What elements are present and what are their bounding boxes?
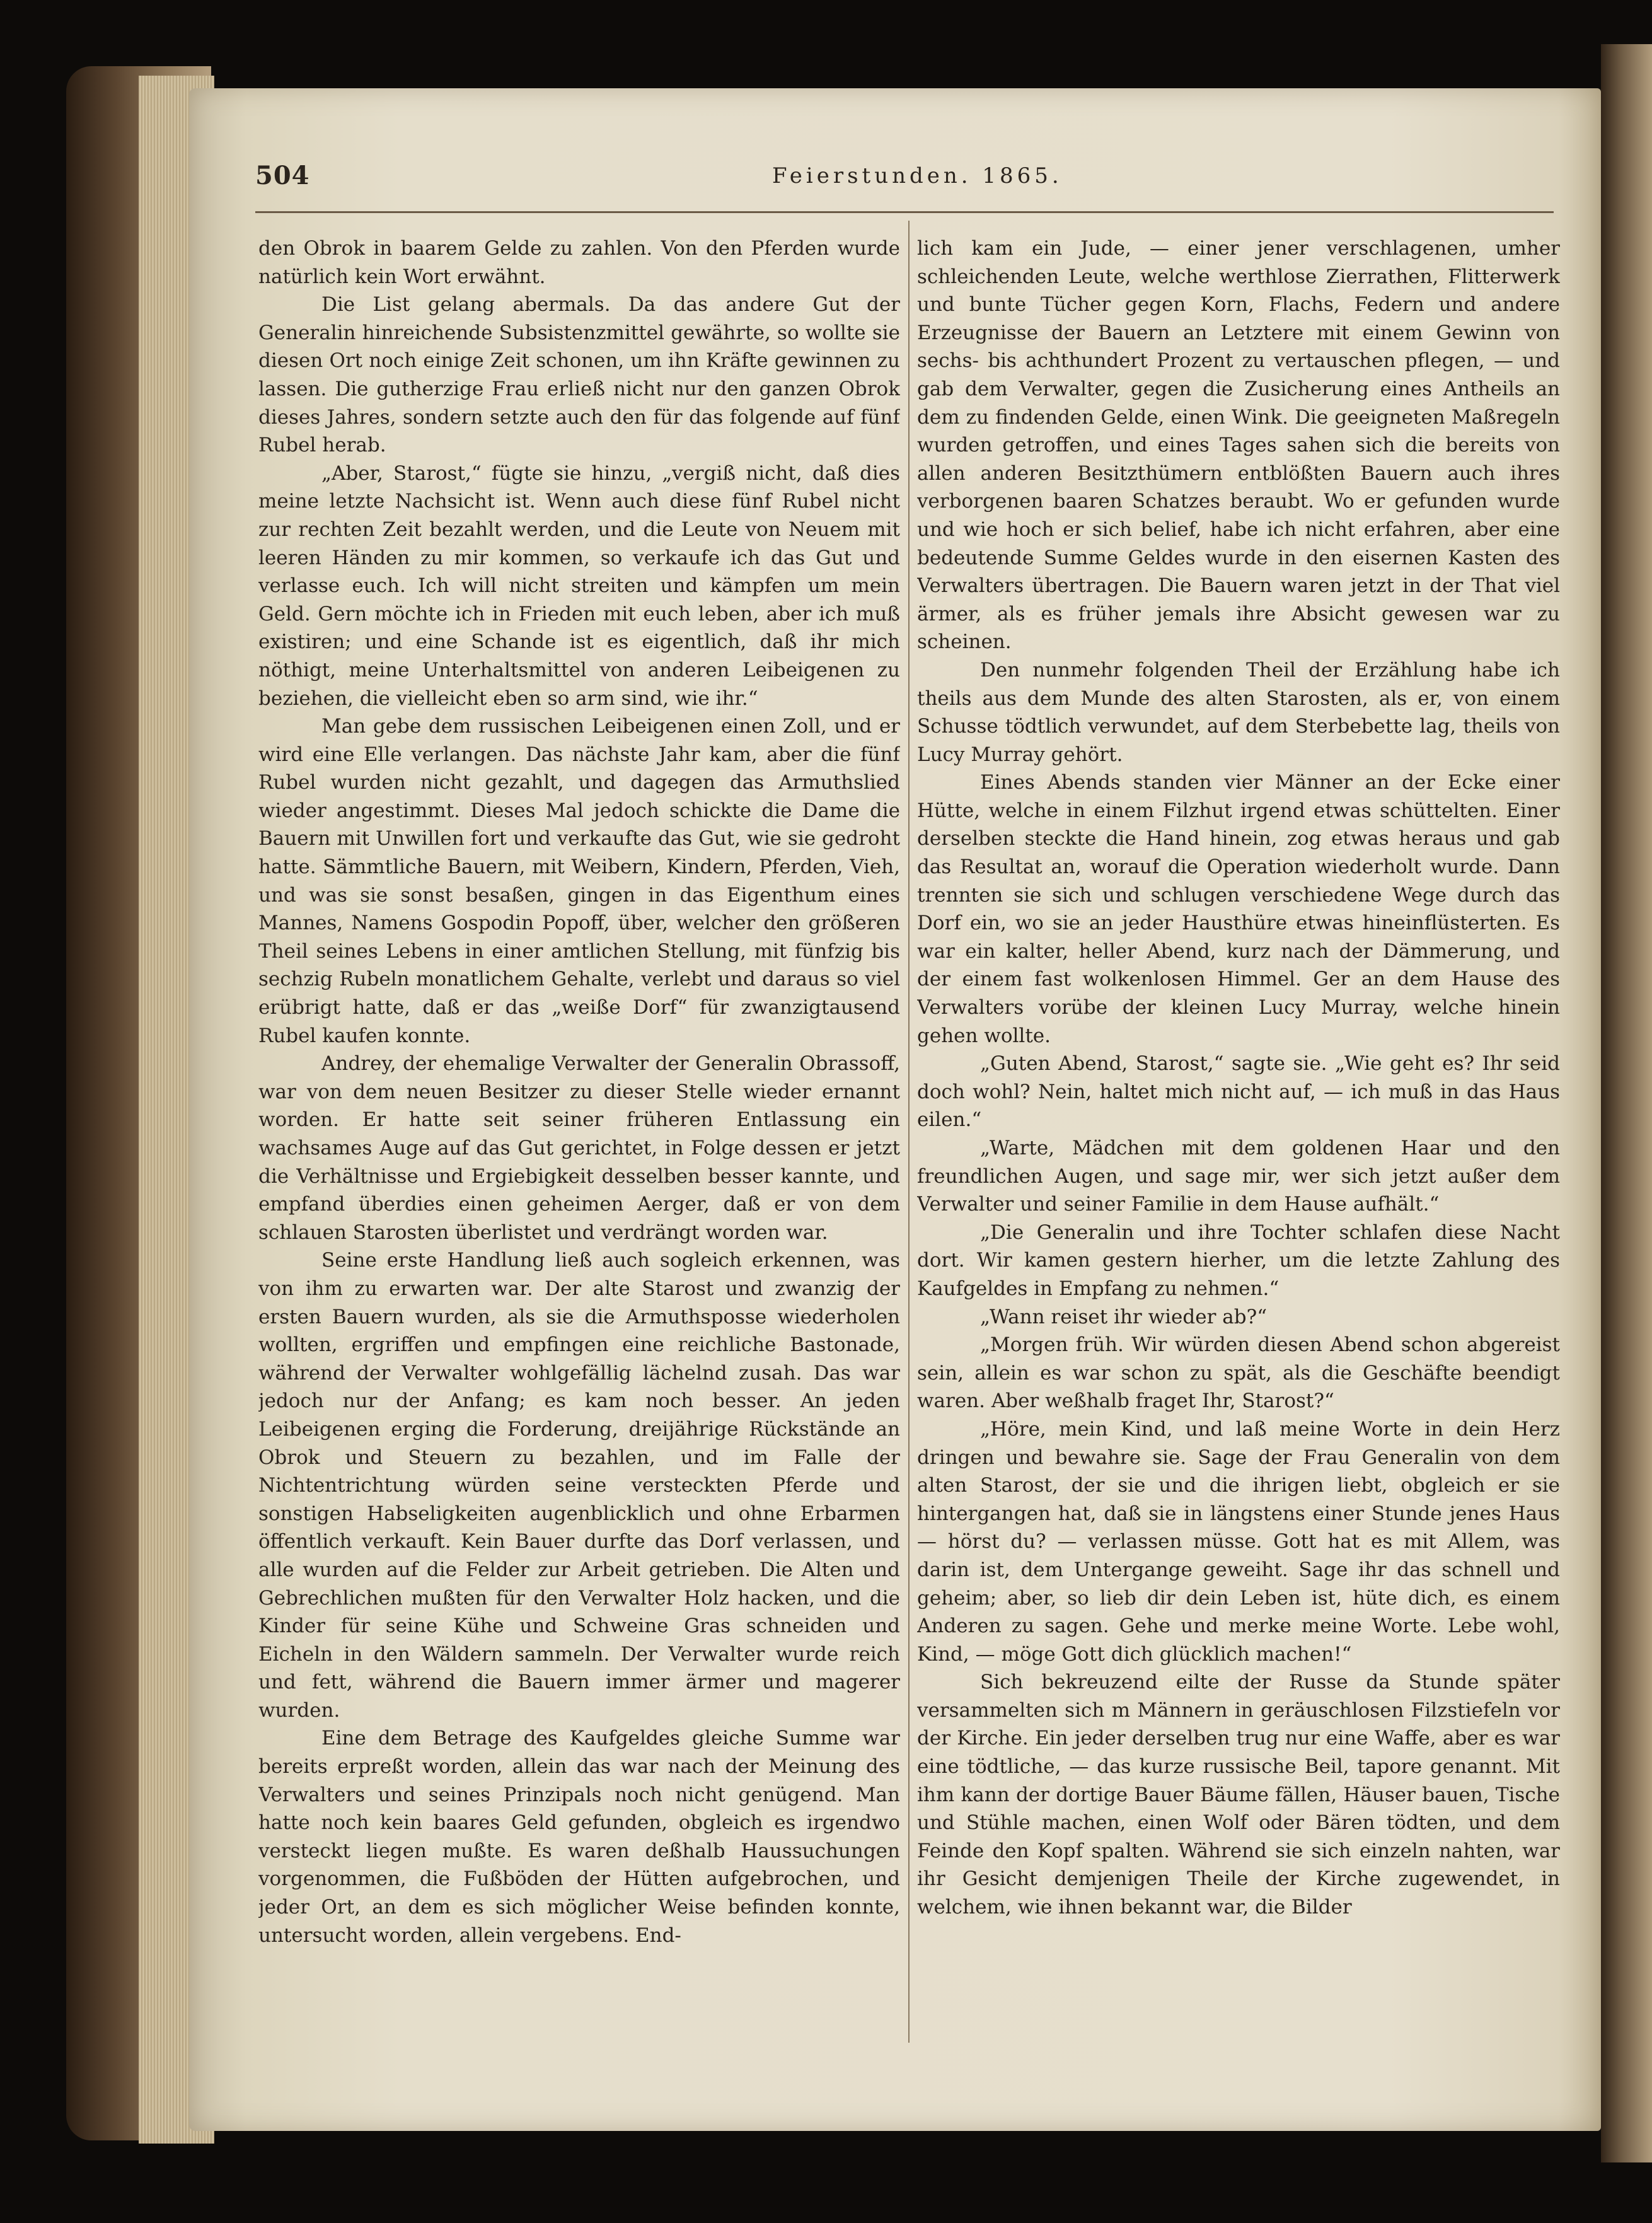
paragraph: Die List gelang abermals. Da das andere Gut der Generalin hinreichende Subsistenzmittel gewährte, so wollte sie diesen Ort noch einige Zeit schonen, um ihn Kräfte gewinnen zu lassen. Die gutherzige Frau erließ nicht nur den ganzen Obrok dieses Jahres, sondern setzte auch den für das folgende auf fünf Rubel herab. — [258, 293, 900, 457]
paragraph: den Obrok in baarem Gelde zu zahlen. Von den Pferden wurde natürlich kein Wort erwähnt. — [258, 237, 900, 288]
page-number: 504 — [255, 161, 310, 190]
paragraph: Seine erste Handlung ließ auch sogleich erkennen, was von ihm zu erwarten war. Der alte Starost und zwanzig der ersten Bauern wurden, als sie die Armuthspossе wiederholen wollten, ergriffen und empfingen eine reichliche Bastonade, während der Verwalter wohlgefällig lächelnd zusah. Das war jedoch nur der Anfang; es kam noch besser. An jeden Leibeigenen erging die Forderung, dreijährige Rückstände an Obrok und Steuern zu bezahlen, und im Falle der Nichtentrichtung würden seine versteckten Pferde und sonstigen Habseligkeiten augenblicklich und ohne Erbarmen öffentlich verkauft. Kein Bauer durfte das Dorf verlassen, und alle wurden auf die Felder zur Arbeit getrieben. Die Alten und Gebrechlichen mußten für den Verwalter Holz hacken, und die Kinder für seine Kühe und Schweine Gras schneiden und Eicheln in den Wäldern sammeln. Der Verwalter wurde reich und fett, während die Bauern immer ärmer und magerer wurden. — [258, 1249, 900, 1722]
paragraph: „Aber, Starost,“ fügte sie hinzu, „vergiß nicht, daß dies meine letzte Nachsicht ist. Wenn auch diese fünf Rubel nicht zur rechten Zeit bezahlt werden, und die Leute von Neuem mit leeren Händen zu mir kommen, so verkaufe ich das Gut und verlasse euch. Ich will nicht streiten und kämpfen um mein Geld. Gern möchte ich in Frieden mit euch leben, aber ich muß existiren; und eine Schande ist es eigentlich, daß ihr mich nöthigt, meine Unterhaltsmittel von anderen Leibeigenen zu beziehen, die vielleicht eben so arm sind, wie ihr.“ — [258, 461, 900, 710]
facing-page-edge — [1601, 44, 1652, 2162]
paragraph: „Warte, Mädchen mit dem goldenen Haar und den freundlichen Augen, und sage mir, wer sich jetzt außer dem Verwalter und seiner Familie in dem Hause aufhält.“ — [917, 1137, 1560, 1216]
paragraph: Man gebe dem russischen Leibeigenen einen Zoll, und er wird eine Elle verlangen. Das nächste Jahr kam, aber die fünf Rubel wurden nicht gezahlt, und dagegen das Armuthslied wieder angestimmt. Dieses Mal jedoch schickte die Dame die Bauern mit Unwillen fort und verkaufte das Gut, wie sie gedroht hatte. Sämmtliche Bauern, mit Weibern, Kindern, Pferden, Vieh, und was sie sonst besaßen, gingen in das Eigenthum eines Mannes, Namens Gospodin Popoff, über, welcher den größeren Theil seines Lebens in einer amtlichen Stellung, mit fünfzig bis sechzig Rubeln monatlichem Gehalte, verlebt und daraus so viel erübrigt hatte, daß er das „weiße Dorf“ für zwanzigtausend Rubel kaufen konnte. — [258, 715, 900, 1047]
column-divider — [908, 221, 910, 2043]
paragraph: lich kam ein Jude, — einer jener verschlagenen, umher schleichenden Leute, welche werthlose Zierrathen, Flitterwerk und bunte Tücher gegen Korn, Flachs, Federn und andere Erzeugnisse der Bauern an Letztere mit einem Gewinn von sechs- bis achthundert Prozent zu vertauschen pflegen, — und gab dem Verwalter, gegen die Zusicherung eines Antheils an dem zu findenden Gelde, einen Wink. Die geeigneten Maßregeln wurden getroffen, und eines Tages sahen sich die bereits von allen anderen Besitzthümern entblößten Bauern auch ihres verborgenen baaren Schatzes beraubt. Wo er gefunden wurde und wie hoch er sich belief, habe ich nicht erfahren, aber eine bedeutende Summe Geldes wurde in den eisernen Kasten des Verwalters übertragen. Die Bauern waren jetzt in der That viel ärmer, als es früher jemals ihre Absicht gewesen war zu scheinen. — [917, 237, 1560, 654]
paragraph: „Wann reiset ihr wieder ab?“ — [980, 1305, 1268, 1328]
paragraph: „Morgen früh. Wir würden diesen Abend schon abgereist sein, allein es war schon zu spät, als die Geschäfte beendigt waren. Aber weßhalb fraget Ihr, Starost?“ — [917, 1333, 1560, 1413]
page-header — [255, 161, 1068, 199]
right-column — [917, 235, 1560, 2038]
paragraph: Sich bekreuzend eilte der Russe da Stunde später versammelten sich m Männern in geräuschlosen Filzstiefeln vor der Kirche. Ein jeder derselben trug nur eine Waffe, aber es war eine tödtliche, — das kurze russische Beil, tapore genannt. Mit ihm kann der dortige Bauer Bäume fällen, Häuser bauen, Tische und Stühle machen, einen Wolf oder Bären tödten, und dem Feinde den Kopf spalten. Während sie sich einzeln nahten, war ihr Gesicht demjenigen Theile der Kirche zugewendet, in welchem, wie ihnen bekannt war, die Bilder — [917, 1671, 1560, 1919]
paragraph: Den nunmehr folgenden Theil der Erzählung habe ich theils aus dem Munde des alten Starosten, als er, von einem Schusse tödtlich verwundet, auf dem Sterbebette lag, theils von Lucy Murray gehört. — [917, 658, 1560, 766]
running-title: Feierstunden. 1865. — [772, 163, 1063, 189]
paragraph: Andrey, der ehemalige Verwalter der Generalin Obrassoff, war von dem neuen Besitzer zu dieser Stelle wieder ernannt worden. Er hatte seit seiner früheren Entlassung ein wachsames Auge auf das Gut gerichtet, in Folge dessen er jetzt die Verhältnisse und Ergiebigkeit desselben besser kannte, und empfand überdies einen geheimen Aerger, daß er von dem schlauen Starosten überlistet und verdrängt worden war. — [258, 1052, 900, 1244]
paragraph: Eine dem Betrage des Kaufgeldes gleiche Summe war bereits erpreßt worden, allein das war nach der Meinung des Verwalters und seines Prinzipals noch nicht genügend. Man hatte noch kein baares Geld gefunden, obgleich es irgendwo versteckt liegen mußte. Es waren deßhalb Haussuchungen vorgenommen, die Fußböden der Hütten aufgebrochen, und jeder Ort, an dem es sich möglicher Weise befinden konnte, untersucht worden, allein vergebens. End- — [258, 1727, 900, 1947]
paragraph: „Die Generalin und ihre Tochter schlafen diese Nacht dort. Wir kamen gestern hierher, um die letzte Zahlung des Kaufgeldes in Empfang zu nehmen.“ — [917, 1221, 1560, 1300]
header-rule — [255, 211, 1554, 213]
left-column — [258, 235, 900, 2038]
paragraph: „Guten Abend, Starost,“ sagte sie. „Wie geht es? Ihr seid doch wohl? Nein, haltet mich nicht auf, — ich muß in das Haus eilen.“ — [917, 1052, 1560, 1132]
paragraph: „Höre, mein Kind, und laß meine Worte in dein Herz dringen und bewahre sie. Sage der Frau Generalin von dem alten Starost, der sie und die ihrigen liebt, obgleich er sie hintergangen hat, daß sie in längstens einer Stunde jenes Haus — hörst du? — verlassen müsse. Gott hat es mit Allem, was darin ist, dem Untergange geweiht. Sage ihr das schnell und geheim; aber, so lieb dir dein Leben ist, hüte dich, es einem Anderen zu sagen. Gehe und merke meine Worte. Lebe wohl, Kind, — möge Gott dich glücklich machen!“ — [917, 1417, 1560, 1666]
paragraph: Eines Abends standen vier Männer an der Ecke einer Hütte, welche in einem Filzhut irgend etwas schüttelten. Einer derselben steckte die Hand hinein, zog etwas heraus und gab das Resultat an, worauf die Operation wiederholt wurde. Dann trennten sie sich und schlugen verschiedene Wege durch das Dorf ein, wo sie an jeder Hausthüre etwas hineinflüsterten. Es war ein kalter, heller Abend, kurz nach der Dämmerung, und der einem fast wolkenlosen Himmel. Ger an dem Hause des Verwalters vorübe der kleinen Lucy Murray, welche hinein gehen wollte. — [917, 771, 1560, 1047]
